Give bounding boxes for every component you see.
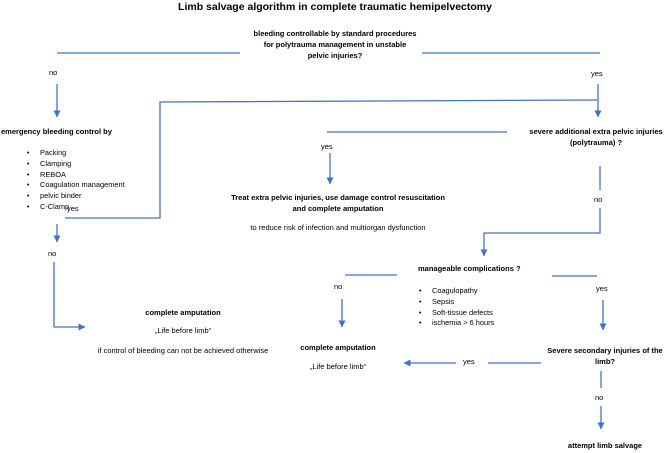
edge-label-secondary-yes: yes bbox=[463, 357, 475, 366]
treat-line1: Treat extra pelvic injuries, use damage control resuscitation bbox=[231, 193, 445, 202]
edge-label-q1-yes: yes bbox=[591, 69, 603, 78]
bullet-sepsis: Sepsis bbox=[432, 296, 455, 306]
connector-polytrauma-no-b bbox=[484, 208, 600, 256]
list-item bbox=[419, 308, 494, 319]
node-amputation-left-note: if control of bleeding can not be achieved otherwise bbox=[97, 346, 269, 355]
bullet-clamping: Clamping bbox=[40, 158, 72, 168]
q-bleeding-line3: pelvic injuries? bbox=[307, 51, 363, 60]
edge-label-q1-no: no bbox=[49, 68, 58, 77]
bullet-reboa: REBOA bbox=[40, 169, 66, 179]
list-item bbox=[27, 148, 125, 159]
bullet-coagulopathy: Coagulopathy bbox=[432, 286, 478, 295]
node-amputation-left-title: complete amputation bbox=[145, 308, 221, 317]
node-amputation-mid-title: complete amputation bbox=[300, 343, 376, 352]
bullet-ischemia: ischemia > 6 hours bbox=[432, 318, 495, 328]
connector-emergency-no bbox=[54, 262, 85, 327]
treat-line2: and complete amputation bbox=[292, 204, 384, 213]
edge-label-manageable-yes: yes bbox=[596, 284, 608, 293]
q-bleeding-line1: bleeding controllable by standard procedures bbox=[253, 29, 417, 38]
node-q-bleeding bbox=[254, 28, 417, 61]
list-item bbox=[419, 297, 494, 308]
list-item bbox=[27, 180, 125, 191]
edge-label-emergency-yes: yes bbox=[67, 204, 79, 213]
q-polytrauma-line2: (polytrauma) ? bbox=[569, 138, 623, 147]
edge-label-polytrauma-no: no bbox=[594, 195, 603, 204]
manageable-bullet-list bbox=[419, 286, 494, 329]
node-treat bbox=[231, 192, 445, 214]
list-item bbox=[27, 159, 125, 170]
q-bleeding-line2: for polytrauma management in unstable bbox=[263, 40, 407, 49]
node-amputation-mid-quote: „Life before limb“ bbox=[309, 362, 367, 371]
bullet-coagulation: Coagulation management bbox=[40, 180, 125, 190]
bullet-pelvic-binder: pelvic binder bbox=[40, 191, 82, 201]
list-item bbox=[419, 318, 494, 329]
bullet-soft-tissue: Soft-tissue defects bbox=[432, 307, 493, 317]
node-attempt-title: attempt limb salvage bbox=[567, 441, 643, 450]
edge-label-manageable-no: no bbox=[334, 282, 343, 291]
q-polytrauma-line1: severe additional extra pelvic injuries bbox=[529, 127, 663, 136]
bullet-packing: Packing bbox=[40, 148, 67, 157]
node-emergency-title: emergency bleeding control by bbox=[1, 127, 112, 136]
q-secondary-line1: Severe secondary injuries of the bbox=[547, 346, 663, 355]
node-treat-note: to reduce risk of infection and multiorgan dysfunction bbox=[250, 223, 426, 232]
node-q-polytrauma bbox=[529, 126, 662, 148]
list-item bbox=[419, 286, 494, 297]
q-secondary-line2: limb? bbox=[595, 357, 615, 366]
edge-label-emergency-no: no bbox=[48, 249, 57, 258]
edge-label-secondary-no: no bbox=[595, 393, 604, 402]
node-manageable-title: manageable complications ? bbox=[418, 264, 521, 273]
list-item bbox=[27, 170, 125, 181]
node-q-secondary bbox=[547, 345, 662, 367]
edge-label-polytrauma-yes: yes bbox=[321, 142, 333, 151]
list-item bbox=[27, 191, 125, 202]
bullet-c-clamp: C-Clamp bbox=[40, 201, 70, 211]
page-title: Limb salvage algorithm in complete traumatic hemipelvectomy bbox=[178, 1, 492, 13]
node-amputation-left-quote: „Life before limb“ bbox=[154, 326, 212, 335]
